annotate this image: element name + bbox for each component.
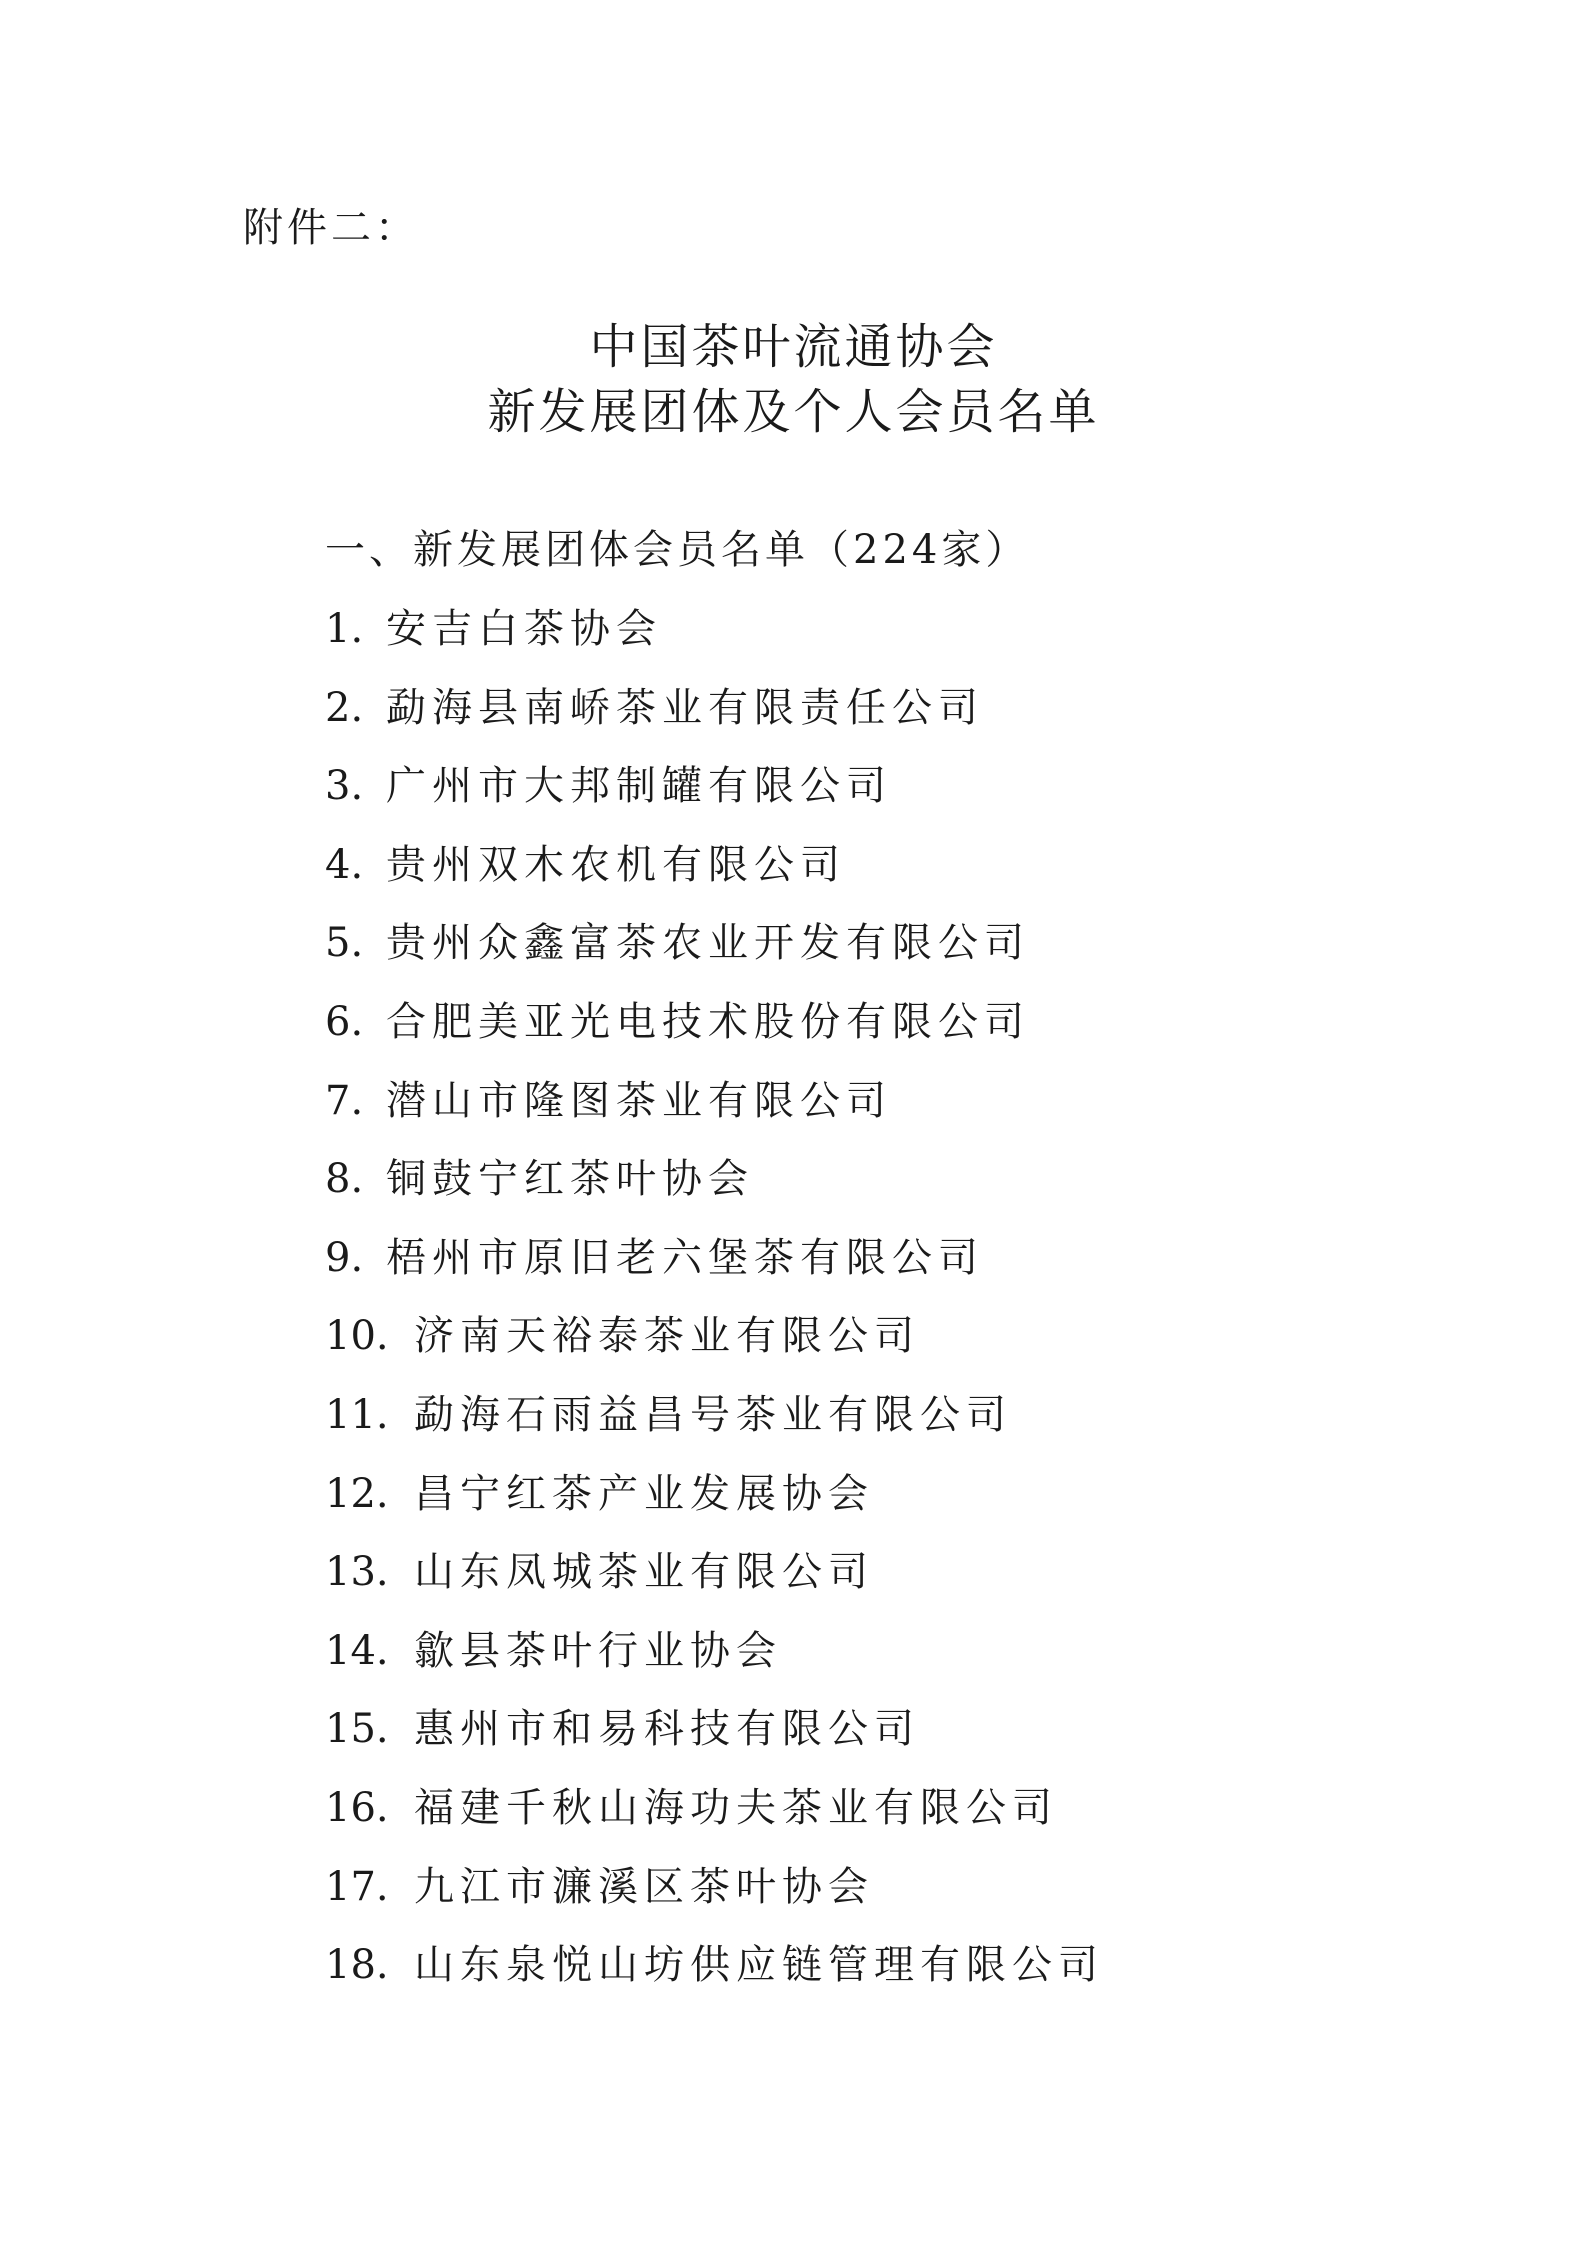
list-item [325, 758, 1104, 837]
list-item [325, 1387, 1104, 1466]
item-number: 16. [325, 1784, 389, 1831]
list-item [325, 1073, 1104, 1152]
item-number: 4. [325, 841, 364, 888]
member-name: 惠州市和易科技有限公司 [414, 1706, 920, 1753]
member-name: 梧州市原旧老六堡茶有限公司 [386, 1234, 984, 1281]
member-name: 九江市濂溪区茶叶协会 [414, 1863, 874, 1910]
item-number: 7. [325, 1077, 364, 1124]
document-title-line1: 中国茶叶流通协会 [589, 319, 998, 375]
list-item [325, 1937, 1104, 2016]
member-name: 安吉白茶协会 [386, 606, 662, 652]
member-list [325, 601, 1104, 2016]
list-item [325, 1230, 1104, 1309]
section-heading: 一、新发展团体会员名单（224家） [325, 527, 1030, 573]
member-name: 贵州双木农机有限公司 [386, 841, 846, 888]
item-number: 3. [325, 763, 364, 810]
list-item [325, 1780, 1104, 1859]
list-item [325, 680, 1104, 759]
list-item [325, 1308, 1104, 1387]
item-number: 12. [325, 1470, 389, 1517]
document-title-line2: 新发展团体及个人会员名单 [487, 384, 1100, 440]
item-number: 14. [325, 1627, 389, 1674]
attachment-label: 附件二： [243, 205, 419, 251]
item-number: 15. [325, 1706, 389, 1753]
member-name: 山东泉悦山坊供应链管理有限公司 [414, 1942, 1104, 1989]
item-number: 8. [325, 1156, 364, 1203]
member-name: 勐海县南峤茶业有限责任公司 [386, 684, 984, 731]
member-name: 济南天裕泰茶业有限公司 [414, 1313, 920, 1360]
member-name: 广州市大邦制罐有限公司 [386, 763, 892, 810]
item-number: 5. [325, 920, 364, 967]
list-item [325, 1466, 1104, 1545]
item-number: 1. [325, 606, 364, 652]
list-item [325, 1544, 1104, 1623]
member-name: 福建千秋山海功夫茶业有限公司 [414, 1784, 1058, 1831]
member-name: 山东凤城茶业有限公司 [414, 1549, 874, 1596]
item-number: 6. [325, 998, 364, 1045]
list-item [325, 994, 1104, 1073]
item-number: 18. [325, 1942, 389, 1989]
item-number: 13. [325, 1549, 389, 1596]
list-item [325, 915, 1104, 994]
list-item [325, 1701, 1104, 1780]
list-item [325, 1859, 1104, 1938]
member-name: 合肥美亚光电技术股份有限公司 [386, 998, 1030, 1045]
list-item [325, 1151, 1104, 1230]
list-item [325, 1623, 1104, 1702]
member-name: 昌宁红茶产业发展协会 [414, 1470, 874, 1517]
list-item [325, 601, 1104, 680]
item-number: 11. [325, 1391, 389, 1438]
member-name: 潜山市隆图茶业有限公司 [386, 1077, 892, 1124]
item-number: 9. [325, 1234, 364, 1281]
item-number: 2. [325, 684, 364, 731]
member-name: 铜鼓宁红茶叶协会 [386, 1156, 754, 1203]
item-number: 10. [325, 1313, 389, 1360]
member-name: 勐海石雨益昌号茶业有限公司 [414, 1391, 1012, 1438]
member-name: 歙县茶叶行业协会 [414, 1627, 782, 1674]
member-name: 贵州众鑫富茶农业开发有限公司 [386, 920, 1030, 967]
list-item [325, 837, 1104, 916]
item-number: 17. [325, 1863, 389, 1910]
